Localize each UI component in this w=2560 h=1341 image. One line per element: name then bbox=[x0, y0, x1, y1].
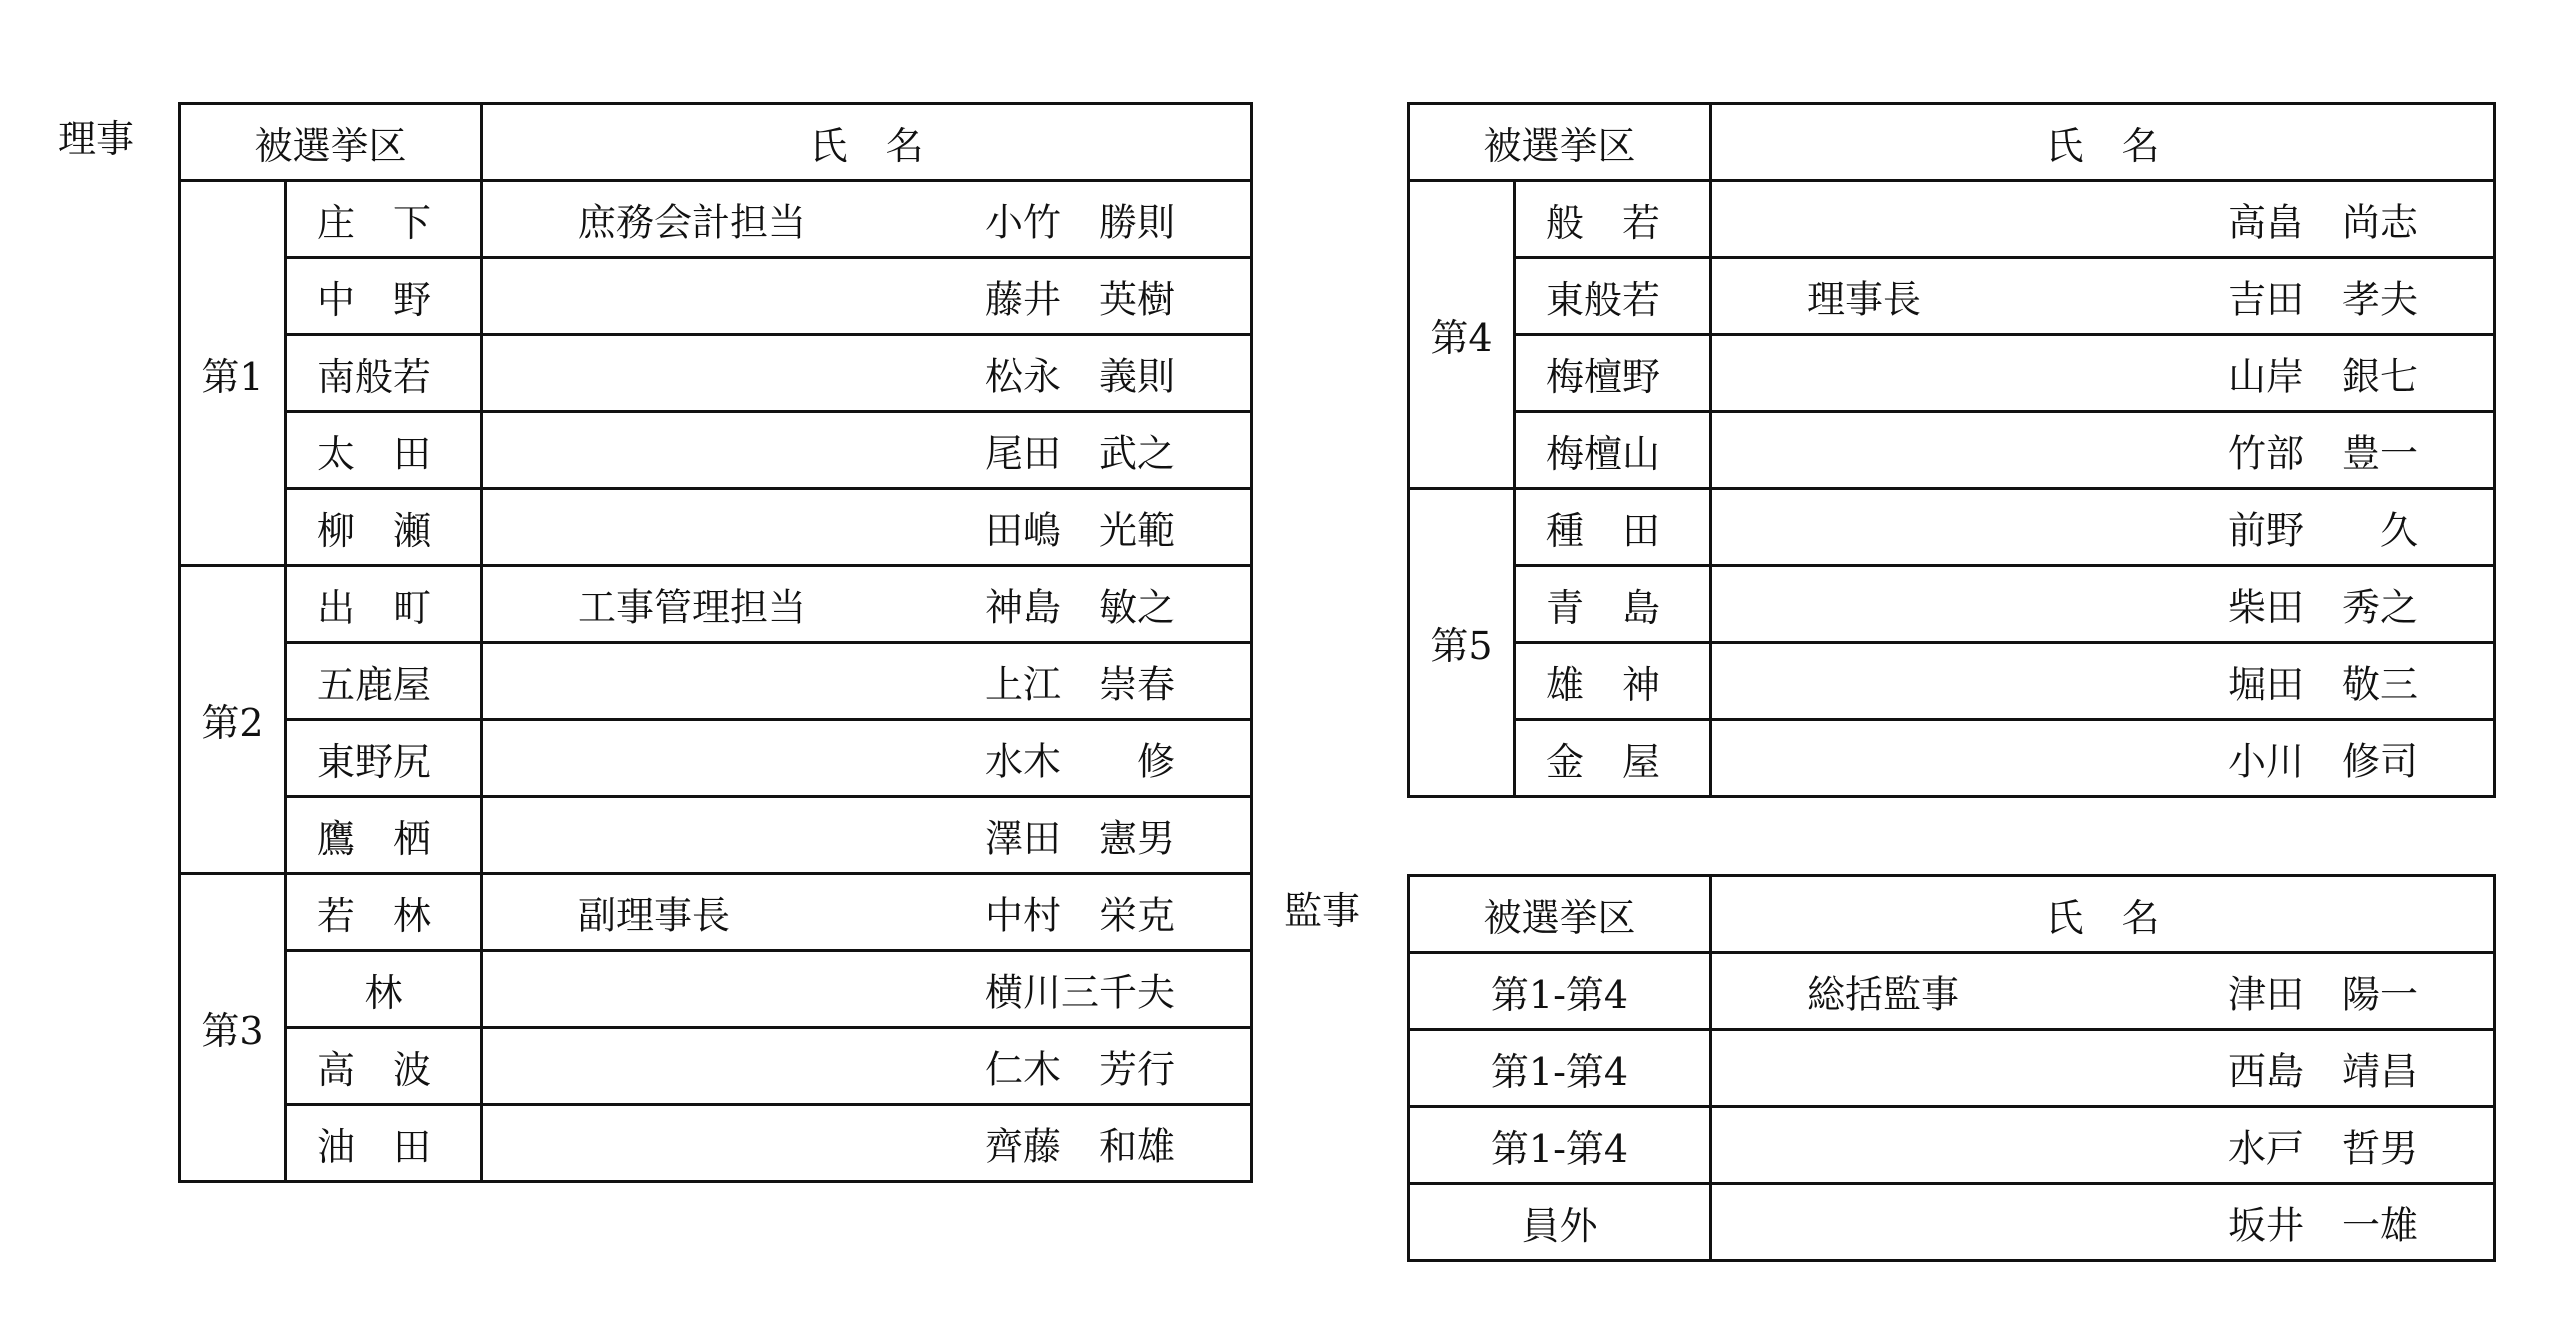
person-name: 中村 栄克 bbox=[985, 893, 1176, 938]
table-row bbox=[1409, 953, 2495, 1030]
table-row bbox=[1409, 258, 2495, 335]
name-cell bbox=[1711, 1107, 2495, 1184]
table-row bbox=[180, 335, 1252, 412]
name-cell bbox=[482, 412, 1252, 489]
area-cell: 太 田 bbox=[286, 412, 482, 489]
person-name: 上江 崇春 bbox=[985, 662, 1176, 707]
district-header: 被選挙区 bbox=[1409, 104, 1711, 181]
name-cell bbox=[482, 1028, 1252, 1105]
name-header: 氏 名 bbox=[482, 104, 1252, 181]
district-header: 被選挙区 bbox=[1409, 876, 1711, 953]
name-cell bbox=[1711, 335, 2495, 412]
table-row bbox=[1409, 1107, 2495, 1184]
area-cell: 種 田 bbox=[1515, 489, 1711, 566]
table-row bbox=[180, 1105, 1252, 1182]
name-cell bbox=[1711, 181, 2495, 258]
table-row bbox=[1409, 412, 2495, 489]
district-cell: 第2 bbox=[180, 566, 286, 874]
person-name: 山岸 銀七 bbox=[2228, 354, 2419, 399]
table-row bbox=[180, 874, 1252, 951]
name-cell bbox=[1711, 412, 2495, 489]
table-header-row bbox=[1409, 876, 2495, 953]
district-cell: 第3 bbox=[180, 874, 286, 1182]
table-row bbox=[180, 258, 1252, 335]
table-row bbox=[1409, 1030, 2495, 1107]
table-header-row bbox=[180, 104, 1252, 181]
name-cell bbox=[482, 1105, 1252, 1182]
name-cell bbox=[482, 566, 1252, 643]
table-row bbox=[180, 181, 1252, 258]
name-cell bbox=[1711, 720, 2495, 797]
name-cell bbox=[1711, 566, 2495, 643]
role-label: 工事管理担当 bbox=[578, 585, 807, 630]
table-row bbox=[180, 951, 1252, 1028]
area-cell: 五鹿屋 bbox=[286, 643, 482, 720]
area-cell: 林 bbox=[286, 951, 482, 1028]
table-row bbox=[1409, 643, 2495, 720]
area-cell: 中 野 bbox=[286, 258, 482, 335]
person-name: 柴田 秀之 bbox=[2228, 585, 2419, 630]
person-name: 吉田 孝夫 bbox=[2228, 277, 2419, 322]
table-row bbox=[180, 720, 1252, 797]
person-name: 前野 久 bbox=[2228, 508, 2419, 553]
person-name: 仁木 芳行 bbox=[985, 1047, 1176, 1092]
table-row bbox=[1409, 720, 2495, 797]
table-row bbox=[180, 489, 1252, 566]
name-cell bbox=[482, 951, 1252, 1028]
person-name: 松永 義則 bbox=[985, 354, 1176, 399]
area-cell: 青 島 bbox=[1515, 566, 1711, 643]
name-cell bbox=[482, 335, 1252, 412]
table-row bbox=[1409, 1184, 2495, 1261]
person-name: 藤井 英樹 bbox=[985, 277, 1176, 322]
person-name: 高畠 尚志 bbox=[2228, 200, 2419, 245]
name-cell bbox=[1711, 1030, 2495, 1107]
person-name: 齊藤 和雄 bbox=[985, 1124, 1176, 1169]
table-header-row bbox=[1409, 104, 2495, 181]
name-cell bbox=[1711, 1184, 2495, 1261]
area-cell: 高 波 bbox=[286, 1028, 482, 1105]
directors-label: 理事 bbox=[58, 117, 135, 161]
name-header: 氏 名 bbox=[1711, 876, 2495, 953]
name-cell bbox=[1711, 643, 2495, 720]
name-cell bbox=[482, 797, 1252, 874]
name-cell bbox=[482, 258, 1252, 335]
table-row bbox=[1409, 489, 2495, 566]
district-header: 被選挙区 bbox=[180, 104, 482, 181]
role-label: 理事長 bbox=[1807, 277, 1922, 322]
role-label: 庶務会計担当 bbox=[578, 200, 807, 245]
name-cell bbox=[482, 720, 1252, 797]
area-cell: 柳 瀬 bbox=[286, 489, 482, 566]
person-name: 小川 修司 bbox=[2228, 739, 2419, 784]
name-cell bbox=[482, 874, 1252, 951]
name-cell bbox=[1711, 258, 2495, 335]
role-label: 副理事長 bbox=[578, 893, 731, 938]
directors-table-left bbox=[178, 102, 1253, 1183]
area-cell: 東般若 bbox=[1515, 258, 1711, 335]
person-name: 田嶋 光範 bbox=[985, 508, 1176, 553]
district-range-cell: 第1-第4 bbox=[1409, 1030, 1711, 1107]
table-row bbox=[180, 566, 1252, 643]
person-name: 尾田 武之 bbox=[985, 431, 1176, 476]
table-row bbox=[180, 412, 1252, 489]
name-cell bbox=[1711, 953, 2495, 1030]
person-name: 横川三千夫 bbox=[985, 970, 1176, 1015]
table-row bbox=[1409, 181, 2495, 258]
name-header: 氏 名 bbox=[1711, 104, 2495, 181]
name-cell bbox=[482, 181, 1252, 258]
person-name: 水木 修 bbox=[985, 739, 1176, 784]
name-cell bbox=[482, 489, 1252, 566]
area-cell: 南般若 bbox=[286, 335, 482, 412]
person-name: 堀田 敬三 bbox=[2228, 662, 2419, 707]
table-row bbox=[1409, 566, 2495, 643]
name-cell bbox=[482, 643, 1252, 720]
person-name: 水戸 哲男 bbox=[2227, 1126, 2418, 1171]
table-row bbox=[180, 643, 1252, 720]
area-cell: 庄 下 bbox=[286, 181, 482, 258]
person-name: 小竹 勝則 bbox=[985, 200, 1176, 245]
person-name: 神島 敏之 bbox=[985, 585, 1176, 630]
area-cell: 出 町 bbox=[286, 566, 482, 643]
district-cell: 第1 bbox=[180, 181, 286, 566]
district-range-cell: 第1-第4 bbox=[1409, 1107, 1711, 1184]
table-row bbox=[180, 1028, 1252, 1105]
area-cell: 若 林 bbox=[286, 874, 482, 951]
person-name: 津田 陽一 bbox=[2227, 972, 2418, 1017]
person-name: 西島 靖昌 bbox=[2227, 1049, 2418, 1094]
directors-table-right bbox=[1407, 102, 2496, 798]
area-cell: 雄 神 bbox=[1515, 643, 1711, 720]
district-range-cell: 員外 bbox=[1409, 1184, 1711, 1261]
area-cell: 般 若 bbox=[1515, 181, 1711, 258]
name-cell bbox=[1711, 489, 2495, 566]
person-name: 坂井 一雄 bbox=[2227, 1203, 2418, 1248]
area-cell: 梅檀野 bbox=[1515, 335, 1711, 412]
area-cell: 鷹 栖 bbox=[286, 797, 482, 874]
district-cell: 第5 bbox=[1409, 489, 1515, 797]
table-row bbox=[1409, 335, 2495, 412]
area-cell: 東野尻 bbox=[286, 720, 482, 797]
person-name: 澤田 憲男 bbox=[985, 816, 1176, 861]
table-row bbox=[180, 797, 1252, 874]
area-cell: 金 屋 bbox=[1515, 720, 1711, 797]
auditors-label: 監事 bbox=[1284, 889, 1361, 933]
district-range-cell: 第1-第4 bbox=[1409, 953, 1711, 1030]
role-label: 総括監事 bbox=[1807, 972, 1960, 1017]
area-cell: 油 田 bbox=[286, 1105, 482, 1182]
person-name: 竹部 豊一 bbox=[2228, 431, 2419, 476]
area-cell: 梅檀山 bbox=[1515, 412, 1711, 489]
auditors-table bbox=[1407, 874, 2496, 1262]
district-cell: 第4 bbox=[1409, 181, 1515, 489]
